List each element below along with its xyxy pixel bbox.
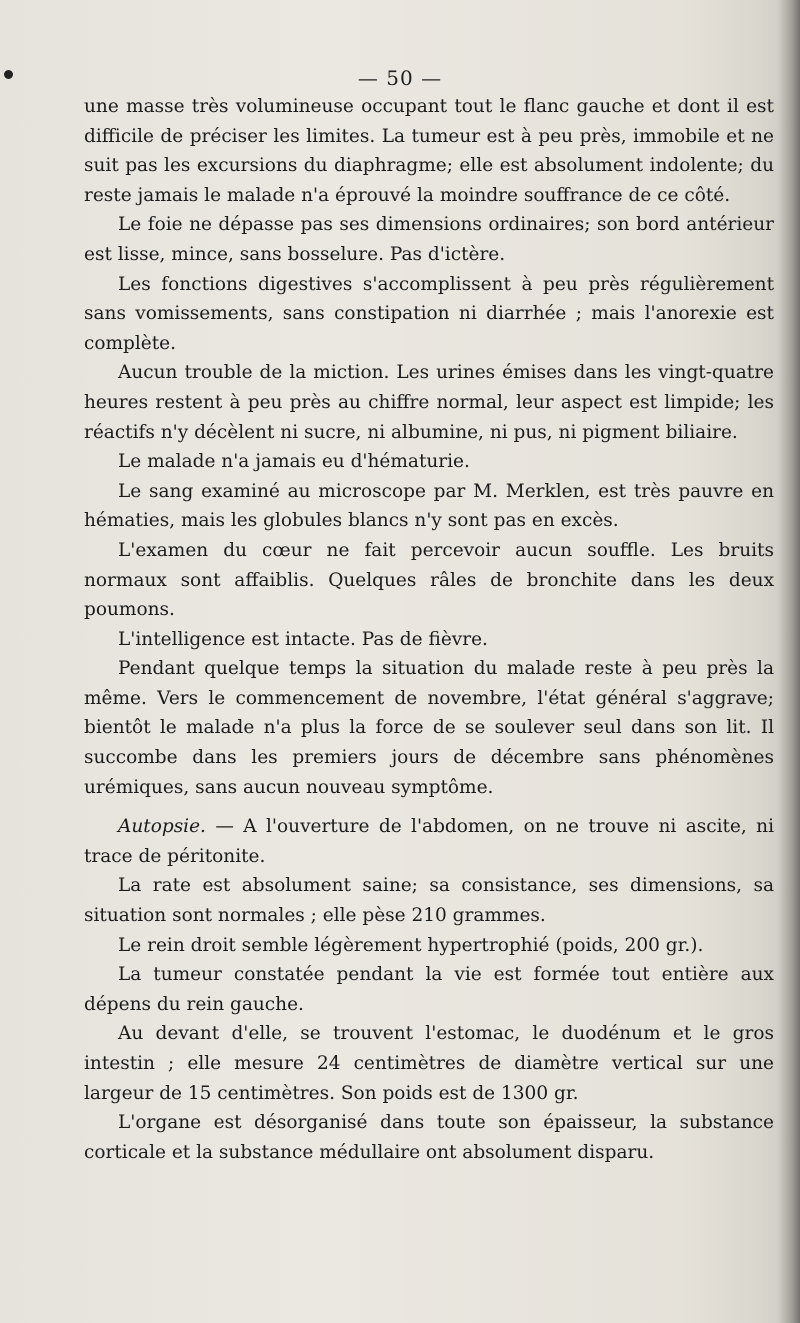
paragraph: L'organe est désorganisé dans toute son épaisseur, la substance corticale et la substance médullaire ont absolument disparu. <box>84 1112 774 1163</box>
paragraph: Le foie ne dépasse pas ses dimensions ordinaires; son bord antérieur est lisse, mince, sans bosselure. Pas d'ictère. <box>84 214 774 265</box>
paragraph: La tumeur constatée pendant la vie est formée tout entière aux dépens du rein gauche. <box>84 964 774 1015</box>
autopsy-paragraph <box>84 812 774 871</box>
paragraph: Les fonctions digestives s'accomplissent à peu près régulièrement sans vomissements, sans constipation ni diarrhée ; mais l'anorexie est complète. <box>84 273 774 354</box>
autopsy-label: Autopsie. <box>118 816 206 838</box>
paragraph: Au devant d'elle, se trouvent l'estomac, le duodénum et le gros intestin ; elle mesure 24 centimètres de diamètre vertical sur une largeur de 15 centimètres. Son poids est de 1300 gr. <box>84 1023 774 1104</box>
paragraph: La rate est absolument saine; sa consistance, ses dimensions, sa situation sont normales ; elle pèse 210 grammes. <box>84 875 774 927</box>
page-edge-shadow <box>778 0 800 1323</box>
paragraph: Le sang examiné au microscope par M. Merklen, est très pauvre en hématies, mais les globules blancs n'y sont pas en excès. <box>84 480 774 532</box>
paragraph: L'examen du cœur ne fait percevoir aucun souffle. Les bruits normaux sont affaiblis. Quelques râles de bronchite dans les deux poumons. <box>84 539 774 621</box>
paragraph: Pendant quelque temps la situation du malade reste à peu près la même. Vers le commencement de novembre, l'état général s'aggrave; bientôt le malade n'a plus la force de se soulever seul dans son lit. Il succombe dans les premiers jours de décembre sans phénomènes urémiques, sans aucun nouveau symptôme. <box>84 658 774 798</box>
paragraph: Le malade n'a jamais eu d'hématurie. <box>118 451 470 473</box>
paragraph: Aucun trouble de la miction. Les urines émises dans les vingt-quatre heures restent à peu près au chiffre normal, leur aspect est limpide; les réactifs n'y décèlent ni sucre, ni albumine, ni pus, ni pigment biliaire. <box>84 362 774 443</box>
paragraph: une masse très volumineuse occupant tout le flanc gauche et dont il est difficile de préciser les limites. La tumeur est à peu près, immobile et ne suit pas les excursions du diaphragme; elle est absolument indolente; du reste jamais le malade n'a éprouvé la moindre souffrance de ce côté. <box>84 96 774 206</box>
page-number: — 50 — <box>357 66 443 90</box>
body-text <box>84 92 774 1167</box>
paragraph: Le rein droit semble légèrement hypertrophié (poids, 200 gr.). <box>118 934 704 956</box>
autopsy-intro: — A l'ouverture de l'abdomen, on ne trouve ni ascite, ni trace de péritonite. <box>84 816 774 867</box>
paragraph: L'intelligence est intacte. Pas de fièvre. <box>118 628 488 650</box>
